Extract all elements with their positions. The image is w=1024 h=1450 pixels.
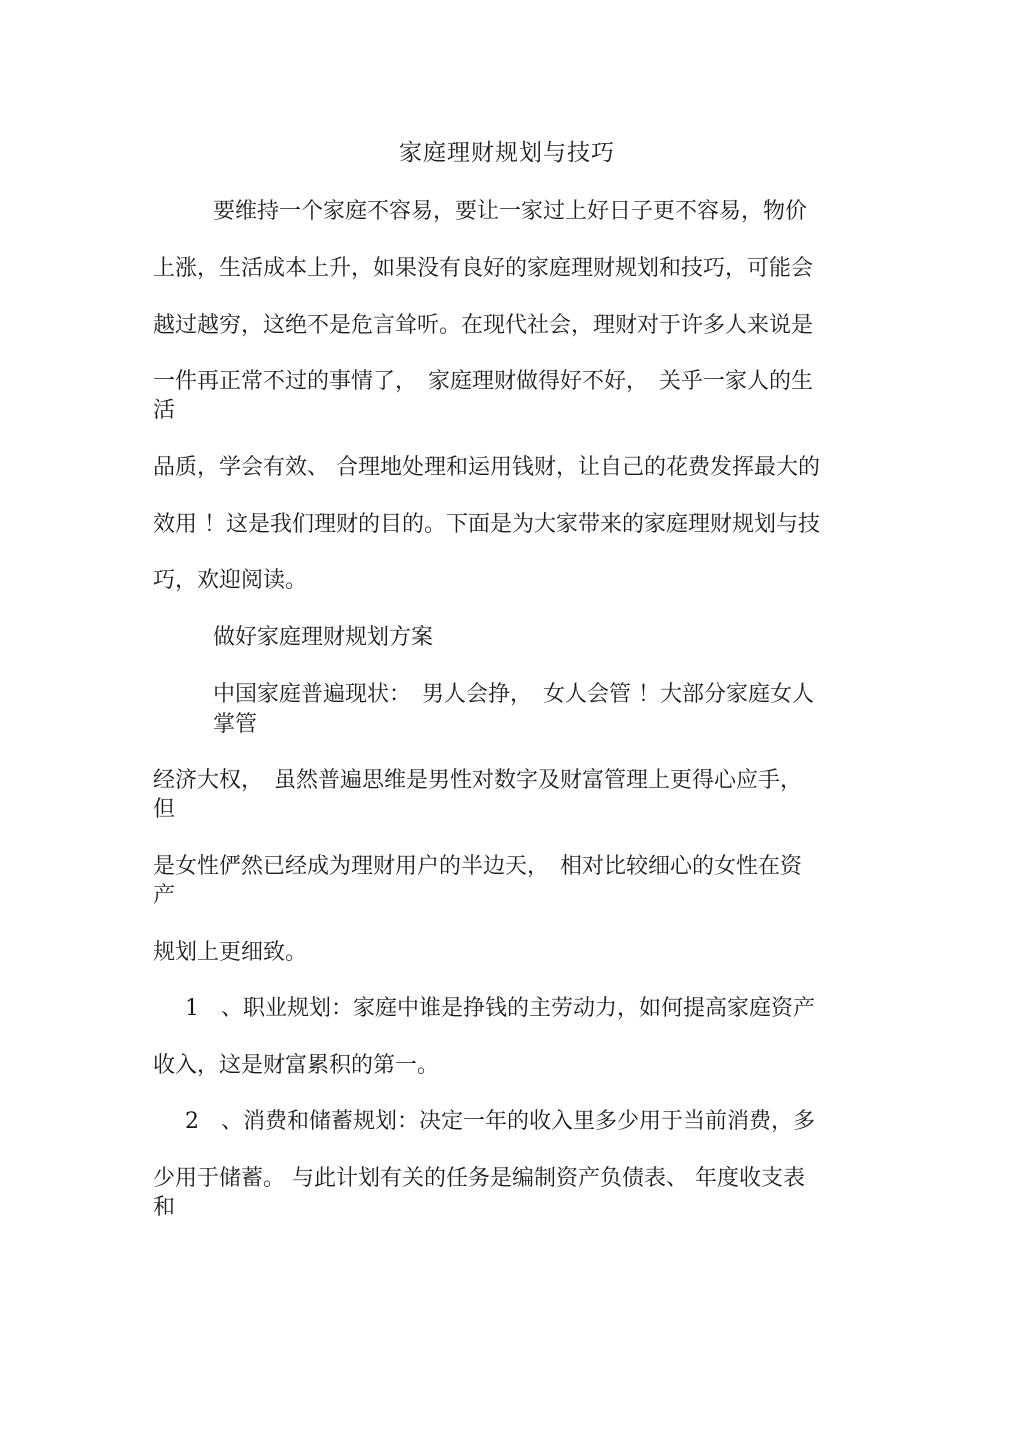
paragraph-line: 收入，这是财富累积的第一。: [153, 1053, 440, 1078]
paragraph-line: 上涨，生活成本上升，如果没有良好的家庭理财规划和技巧，可能会: [153, 256, 814, 281]
document-title: 家庭理财规划与技巧: [399, 140, 615, 166]
paragraph-line: 少用于储蓄。 与此计划有关的任务是编制资产负债表、 年度收支表: [153, 1166, 805, 1191]
paragraph-line: 产: [153, 883, 176, 908]
paragraph-line: 规划上更细致。: [153, 940, 308, 965]
paragraph-line: 一件再正常不过的事情了， 家庭理财做得好不好， 关乎一家人的生: [153, 369, 814, 394]
paragraph-line: 但: [153, 797, 176, 822]
paragraph-line: 和: [153, 1195, 176, 1220]
list-item: 2 、消费和储蓄规划：决定一年的收入里多少用于当前消费，多: [185, 1109, 815, 1134]
paragraph-line: 活: [153, 398, 176, 423]
paragraph-line: 掌管: [213, 712, 258, 737]
paragraph-line: 越过越穷，这绝不是危言耸听。在现代社会，理财对于许多人来说是: [153, 313, 814, 338]
list-item: 1 、职业规划：家庭中谁是挣钱的主劳动力，如何提高家庭资产: [185, 996, 815, 1021]
section-heading: 做好家庭理财规划方案: [213, 625, 434, 650]
paragraph-line: 要维持一个家庭不容易，要让一家过上好日子更不容易，物价: [213, 199, 808, 224]
paragraph-line: 是女性俨然已经成为理财用户的半边天， 相对比较细心的女性在资: [153, 854, 803, 879]
paragraph-line: 中国家庭普遍现状： 男人会挣， 女人会管 ！大部分家庭女人: [213, 682, 814, 707]
paragraph-line: 品质，学会有效、 合理地处理和运用钱财，让自己的花费发挥最大的: [153, 455, 820, 480]
paragraph-line: 巧，欢迎阅读。: [153, 568, 308, 593]
paragraph-line: 效用 ！这是我们理财的目的。下面是为大家带来的家庭理财规划与技: [153, 512, 820, 537]
paragraph-line: 经济大权， 虽然普遍思维是男性对数字及财富管理上更得心应手，: [153, 768, 803, 793]
